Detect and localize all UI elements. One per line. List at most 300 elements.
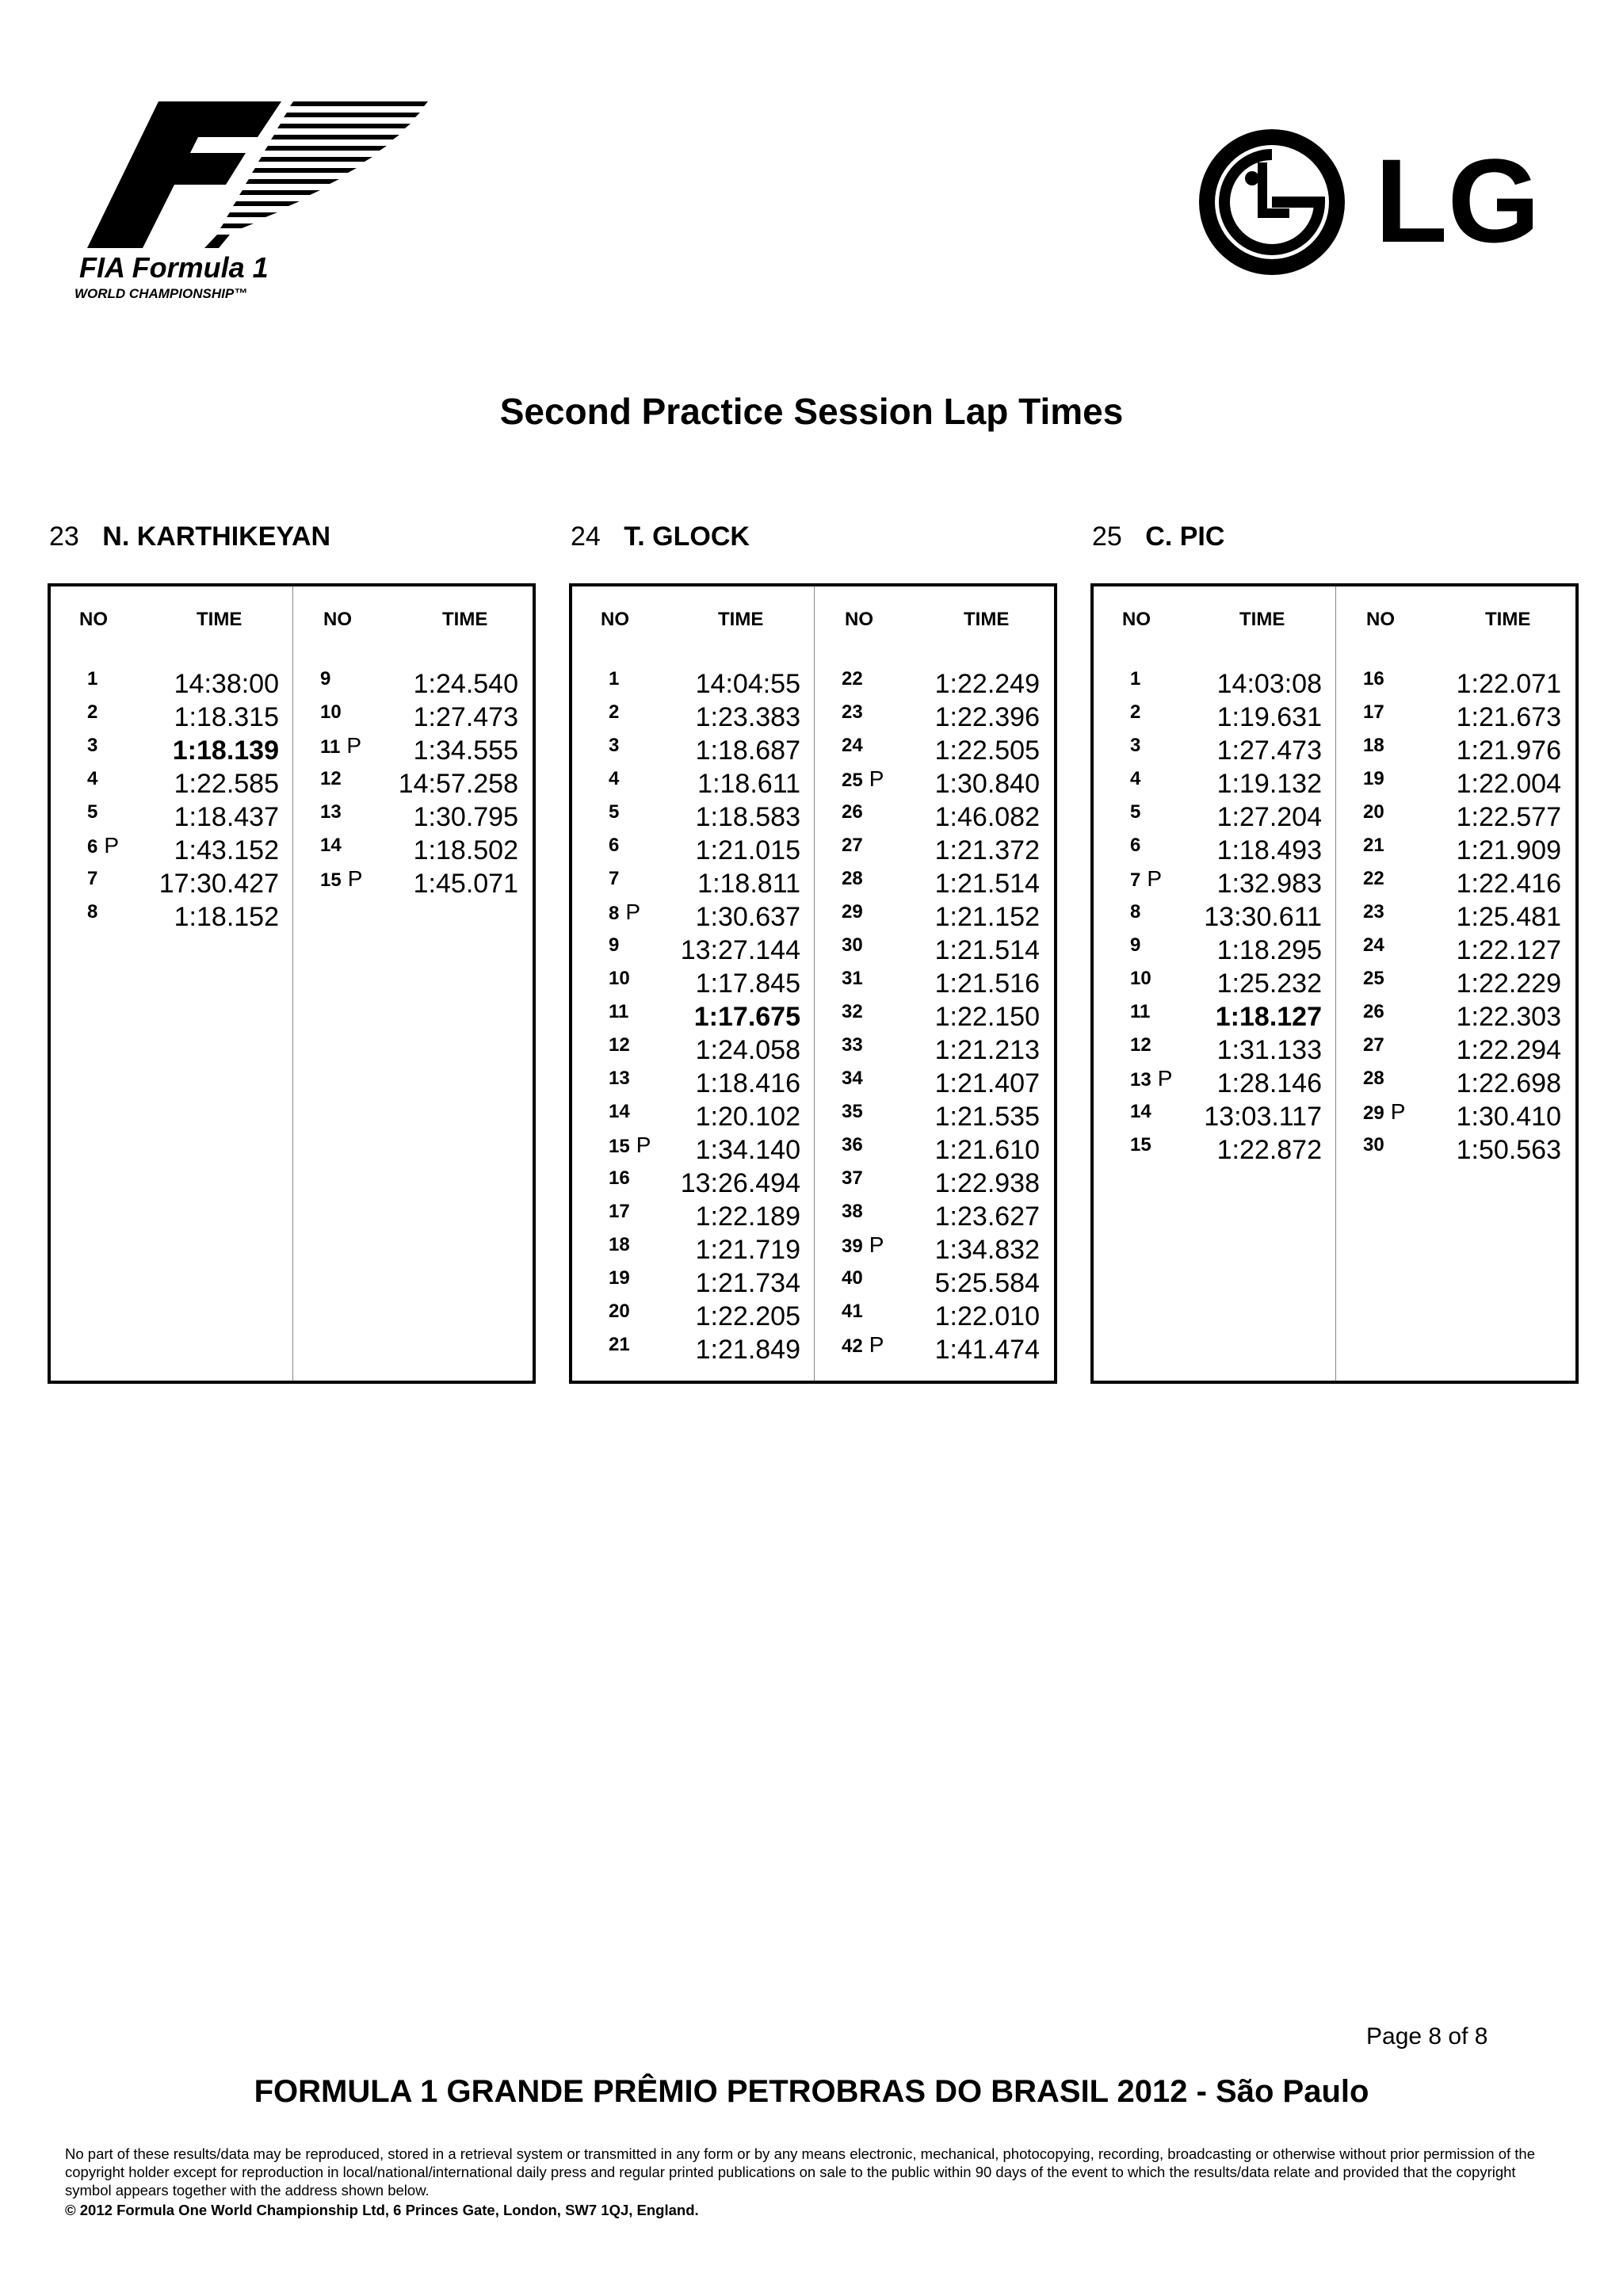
lap-number [842, 1033, 863, 1057]
lap-number-value: 24 [842, 735, 863, 756]
lap-time: 1:34.555 [413, 735, 518, 766]
lap-row [1363, 1067, 1561, 1100]
lap-row [1130, 800, 1322, 834]
lap-row [609, 1033, 800, 1067]
lap-time: 1:31.133 [1216, 1035, 1322, 1065]
lap-number-value: 29 [1363, 1102, 1384, 1124]
lap-row [609, 1000, 800, 1033]
lap-row [609, 1300, 800, 1333]
lap-time: 1:28.146 [1216, 1068, 1322, 1098]
lap-time: 1:18.416 [695, 1068, 800, 1098]
lap-number [1130, 967, 1151, 991]
lap-row [1363, 900, 1561, 934]
lap-time: 1:21.407 [934, 1068, 1040, 1098]
lap-row [609, 1200, 800, 1233]
col-header-time: TIME [197, 609, 242, 630]
lap-number [842, 767, 884, 793]
lap-time: 1:22.872 [1216, 1135, 1322, 1165]
lap-time: 1:22.938 [934, 1168, 1040, 1198]
lap-number [609, 1000, 628, 1024]
column-divider [814, 586, 815, 1381]
lap-number [842, 1300, 863, 1324]
lap-row [320, 767, 518, 800]
lap-number [1363, 1067, 1384, 1091]
pit-stop-marker: P [104, 833, 120, 858]
lap-number [87, 767, 97, 791]
lap-column-left [87, 667, 279, 934]
lap-time: 1:20.102 [695, 1102, 800, 1132]
lap-number-value: 26 [842, 801, 863, 823]
lap-number [842, 1233, 884, 1259]
lap-row [609, 834, 800, 867]
lap-row [1363, 967, 1561, 1000]
col-header-time: TIME [1239, 609, 1285, 630]
lap-time: 1:24.058 [695, 1035, 800, 1065]
lap-time: 1:21.535 [934, 1102, 1040, 1132]
lap-row [1363, 867, 1561, 900]
lap-time: 1:21.976 [1456, 735, 1561, 766]
lap-number [1130, 701, 1140, 724]
lap-row [609, 1333, 800, 1366]
lap-row [609, 900, 800, 934]
pit-stop-marker: P [636, 1133, 651, 1157]
lap-row [1363, 701, 1561, 734]
lap-time: 1:30.637 [695, 902, 800, 932]
lap-time: 1:21.610 [934, 1135, 1040, 1165]
disclaimer-text: No part of these results/data may be reproduced, stored in a retrieval system or transmitted in any form or by any means electronic, mechanical, photocopying, recording, broadcasting or otherwise without prior permission of the copyright holder except for reproduction in local/national/international daily press and regular printed publications on sale to the public within 90 days of the event to which the results/data relate and provided that the copyright symbol appears together with the address shown below. [65, 2145, 1536, 2199]
column-divider [1335, 586, 1336, 1381]
lap-row [842, 900, 1040, 934]
lap-number-value: 37 [842, 1167, 863, 1189]
lap-row [1130, 1000, 1322, 1033]
driver-name: T. GLOCK [624, 521, 750, 552]
lap-time: 1:22.303 [1456, 1002, 1561, 1032]
lap-row [320, 867, 518, 900]
lap-number [1363, 1133, 1384, 1157]
lap-row [1363, 767, 1561, 800]
driver-header [1092, 521, 1224, 552]
driver-header [49, 521, 330, 552]
lap-number [1130, 667, 1140, 691]
lap-number-value: 4 [1130, 768, 1141, 789]
lap-number [320, 800, 342, 824]
lap-number-value: 11 [609, 1001, 629, 1022]
lap-number [609, 1133, 651, 1159]
lap-number [1363, 667, 1384, 691]
lap-number [1130, 734, 1140, 758]
lap-number [609, 701, 619, 724]
lap-time: 1:22.004 [1456, 769, 1561, 799]
lap-number [842, 667, 863, 691]
lap-number [842, 1333, 884, 1358]
lap-number [609, 800, 619, 824]
lap-number-value: 12 [609, 1034, 630, 1056]
lap-number-value: 8 [1130, 901, 1141, 923]
lap-time: 1:18.502 [413, 835, 518, 865]
lap-number [1130, 867, 1162, 892]
lap-number-value: 14 [609, 1101, 630, 1122]
lap-row [842, 767, 1040, 800]
lap-column-left [609, 667, 800, 1366]
lap-number [87, 867, 97, 891]
lap-time: 1:22.010 [934, 1301, 1040, 1331]
lg-logo [1189, 119, 1553, 285]
lap-time: 1:17.845 [695, 968, 800, 999]
lap-time: 1:25.481 [1456, 902, 1561, 932]
lap-number-value: 4 [87, 768, 98, 789]
lap-number [87, 701, 97, 724]
lap-time: 1:19.631 [1216, 702, 1322, 732]
lap-number [609, 767, 619, 791]
lap-row [1130, 900, 1322, 934]
lap-time: 1:22.229 [1456, 968, 1561, 999]
lap-row [1363, 800, 1561, 834]
lap-number [609, 734, 619, 758]
lap-number [1363, 701, 1384, 724]
lg-logo-icon [1189, 119, 1553, 285]
lap-time: 1:18.437 [174, 802, 279, 832]
lap-number-value: 38 [842, 1201, 863, 1222]
lap-time: 1:22.150 [934, 1002, 1040, 1032]
lap-row [609, 800, 800, 834]
col-header-time: TIME [1485, 609, 1531, 630]
lap-number [842, 1167, 863, 1190]
lap-number [1130, 834, 1140, 858]
lap-number [609, 1266, 630, 1290]
lap-row [842, 1100, 1040, 1133]
lap-number [1130, 1033, 1151, 1057]
lap-number-value: 10 [320, 701, 342, 723]
lap-row [842, 667, 1040, 701]
lap-number [842, 934, 863, 957]
lap-row [1130, 1100, 1322, 1133]
lap-row [320, 834, 518, 867]
lap-time: 1:22.189 [695, 1201, 800, 1232]
lap-time: 14:04:55 [695, 669, 800, 699]
lap-time: 13:30.611 [1204, 902, 1322, 932]
lap-row [842, 934, 1040, 967]
driver-number: 23 [49, 521, 79, 552]
lap-row [1363, 1100, 1561, 1133]
lap-time: 1:30.410 [1456, 1102, 1561, 1132]
lap-time: 1:43.152 [174, 835, 279, 865]
lap-row [842, 1033, 1040, 1067]
lap-number [842, 1266, 863, 1290]
lap-number [87, 734, 97, 758]
lap-number [1130, 1000, 1150, 1024]
lap-number-value: 15 [609, 1136, 630, 1157]
col-header-time: TIME [964, 609, 1010, 630]
lap-time: 1:21.152 [934, 902, 1040, 932]
lap-number-value: 26 [1363, 1001, 1384, 1022]
f1-logo [71, 94, 444, 308]
lap-row [1130, 667, 1322, 701]
lap-number [1363, 900, 1384, 924]
lap-number [609, 1233, 630, 1257]
driver-name: N. KARTHIKEYAN [102, 521, 331, 552]
lap-number [609, 1067, 630, 1091]
pit-stop-marker: P [625, 900, 641, 924]
lap-row [87, 800, 279, 834]
lap-time: 1:22.396 [934, 702, 1040, 732]
lap-number-value: 5 [609, 801, 620, 823]
lap-column-right [1363, 667, 1561, 1167]
lap-number [842, 834, 863, 858]
lap-number [1363, 800, 1384, 824]
lap-row [1363, 934, 1561, 967]
lap-number-value: 14 [1130, 1101, 1151, 1122]
lap-time: 1:30.840 [934, 769, 1040, 799]
lap-number-value: 6 [87, 836, 98, 858]
lap-number-value: 9 [609, 934, 620, 956]
lap-number [1363, 967, 1384, 991]
lap-number-value: 17 [609, 1201, 630, 1222]
lap-number-value: 16 [1363, 668, 1384, 690]
lap-number-value: 16 [609, 1167, 630, 1189]
lap-number-value: 10 [609, 968, 630, 989]
lap-time: 1:18.687 [695, 735, 800, 766]
pit-stop-marker: P [869, 1332, 884, 1357]
pit-stop-marker: P [1157, 1066, 1173, 1091]
lap-time: 1:18.315 [174, 702, 279, 732]
lap-time: 1:18.583 [695, 802, 800, 832]
lap-row [842, 701, 1040, 734]
lap-number-value: 7 [609, 868, 620, 889]
event-title: FORMULA 1 GRANDE PRÊMIO PETROBRAS DO BRASIL 2012 - São Paulo [254, 2074, 1369, 2109]
page-number: Page 8 of 8 [1366, 2023, 1488, 2050]
lap-row [320, 667, 518, 701]
lap-number-value: 30 [1363, 1134, 1384, 1156]
lap-number-value: 21 [1363, 835, 1384, 856]
lap-row [609, 1167, 800, 1200]
lap-number-value: 4 [609, 768, 620, 789]
lap-number [842, 900, 863, 924]
lap-row [842, 867, 1040, 900]
lap-number-value: 31 [842, 968, 863, 989]
lap-number-value: 39 [842, 1236, 863, 1257]
lap-number-value: 18 [609, 1234, 630, 1255]
lap-row [609, 867, 800, 900]
lap-row [1130, 1133, 1322, 1167]
lap-number-value: 3 [609, 735, 620, 756]
lap-number-value: 1 [1130, 668, 1141, 690]
lap-number-value: 11 [1130, 1001, 1151, 1022]
lap-number-value: 9 [320, 668, 331, 690]
lap-time: 1:22.577 [1456, 802, 1561, 832]
lap-time: 1:23.383 [695, 702, 800, 732]
lap-number-value: 19 [609, 1267, 630, 1289]
lap-row [609, 1067, 800, 1100]
lap-row [842, 1233, 1040, 1266]
lap-row [842, 1200, 1040, 1233]
lap-number [842, 1067, 863, 1091]
lap-column-right [842, 667, 1040, 1366]
lap-row [842, 800, 1040, 834]
best-lap-time: 1:18.139 [172, 735, 279, 766]
lap-number [1130, 800, 1140, 824]
lap-number [609, 900, 640, 926]
lap-number-value: 19 [1363, 768, 1384, 789]
lap-number [609, 867, 619, 891]
lap-number-value: 7 [1130, 869, 1141, 891]
lap-column-right [320, 667, 518, 900]
lap-number-value: 20 [1363, 801, 1384, 823]
lap-number [1130, 934, 1140, 957]
lap-time: 1:22.294 [1456, 1035, 1561, 1065]
lap-row [609, 1233, 800, 1266]
lap-time: 1:21.514 [934, 935, 1040, 965]
lap-row [1130, 1033, 1322, 1067]
col-header-no: NO [323, 609, 352, 630]
lap-number [1363, 1100, 1405, 1125]
lap-number-value: 6 [609, 835, 620, 856]
lap-times-panel [48, 583, 536, 1384]
lap-number [1363, 867, 1384, 891]
col-header-no: NO [601, 609, 629, 630]
lap-number-value: 1 [87, 668, 98, 690]
best-lap-time: 1:17.675 [693, 1002, 800, 1032]
lap-number [609, 1167, 630, 1190]
lap-number-value: 41 [842, 1301, 863, 1322]
lap-number [609, 1333, 630, 1357]
lap-row [1363, 1000, 1561, 1033]
lap-row [1363, 1033, 1561, 1067]
lap-number-value: 20 [609, 1301, 630, 1322]
svg-text:WORLD CHAMPIONSHIP™: WORLD CHAMPIONSHIP™ [74, 286, 248, 301]
col-header-no: NO [845, 609, 873, 630]
lap-number [320, 667, 330, 691]
lap-row [842, 1333, 1040, 1366]
lap-number-value: 5 [87, 801, 98, 823]
lap-time: 1:21.673 [1456, 702, 1561, 732]
lap-row [1363, 834, 1561, 867]
lap-time: 1:27.473 [413, 702, 518, 732]
lap-number-value: 30 [842, 934, 863, 956]
lap-number-value: 27 [1363, 1034, 1384, 1056]
lap-row [842, 834, 1040, 867]
lap-times-panel [569, 583, 1057, 1384]
lap-number-value: 29 [842, 901, 863, 923]
page-title: Second Practice Session Lap Times [499, 391, 1124, 432]
lap-time: 1:22.071 [1456, 669, 1561, 699]
lap-time: 1:18.152 [174, 902, 279, 932]
lap-number [609, 1033, 630, 1057]
pit-stop-marker: P [869, 766, 884, 791]
lap-row [842, 1133, 1040, 1167]
lap-number [1363, 1000, 1384, 1024]
lap-number [842, 1000, 863, 1024]
lap-time: 1:21.734 [695, 1268, 800, 1298]
lap-time: 1:21.719 [695, 1235, 800, 1265]
lap-number [609, 834, 619, 858]
lap-number [1363, 767, 1384, 791]
lap-number [1130, 767, 1140, 791]
lap-row [87, 834, 279, 867]
lap-time: 1:22.585 [174, 769, 279, 799]
lap-number-value: 36 [842, 1134, 863, 1156]
svg-text:LG: LG [1375, 134, 1541, 267]
lap-number [1363, 934, 1384, 957]
lap-time: 14:38:00 [174, 669, 279, 699]
lap-number-value: 34 [842, 1068, 863, 1089]
lap-time: 1:21.372 [934, 835, 1040, 865]
lap-time: 1:18.811 [697, 869, 800, 899]
lap-number-value: 35 [842, 1101, 863, 1122]
lap-time: 1:18.295 [1216, 935, 1322, 965]
lap-row [87, 900, 279, 934]
lap-time: 1:22.127 [1456, 935, 1561, 965]
lap-number-value: 18 [1363, 735, 1384, 756]
lap-row [842, 1067, 1040, 1100]
lap-number [1363, 1033, 1384, 1057]
lap-number-value: 12 [320, 768, 342, 789]
lap-number [320, 734, 361, 759]
lap-number-value: 15 [1130, 1134, 1151, 1156]
lap-number-value: 6 [1130, 835, 1141, 856]
lap-row [1363, 734, 1561, 767]
lap-time: 1:21.015 [695, 835, 800, 865]
lap-row [1130, 767, 1322, 800]
lap-time: 13:03.117 [1204, 1102, 1322, 1132]
lap-row [320, 734, 518, 767]
lap-row [609, 767, 800, 800]
lap-number-value: 21 [609, 1334, 630, 1355]
lap-row [609, 1266, 800, 1300]
lap-number-value: 5 [1130, 801, 1141, 823]
pit-stop-marker: P [347, 866, 363, 891]
lap-row [1130, 867, 1322, 900]
lap-time: 1:32.983 [1216, 869, 1322, 899]
driver-name: C. PIC [1145, 521, 1225, 552]
lap-number-value: 2 [1130, 701, 1141, 723]
lap-row [609, 967, 800, 1000]
lap-row [1130, 834, 1322, 867]
lap-number [842, 701, 863, 724]
lap-row [1130, 1067, 1322, 1100]
lap-row [1363, 1133, 1561, 1167]
lap-number-value: 32 [842, 1001, 863, 1022]
lap-time: 1:22.698 [1456, 1068, 1561, 1098]
lap-number [609, 667, 619, 691]
lap-number [320, 767, 342, 791]
lap-time: 1:41.474 [934, 1335, 1040, 1365]
lap-number-value: 2 [87, 701, 98, 723]
lap-time: 17:30.427 [158, 869, 279, 899]
best-lap-time: 1:18.127 [1215, 1002, 1322, 1032]
lap-number [609, 1300, 630, 1324]
lap-number-value: 15 [320, 869, 342, 891]
lap-number [1130, 1067, 1172, 1092]
lap-number [320, 867, 362, 892]
driver-number: 25 [1092, 521, 1122, 552]
lap-number [1130, 1133, 1151, 1157]
lap-time: 1:24.540 [413, 669, 518, 699]
lap-row [320, 800, 518, 834]
col-header-time: TIME [442, 609, 488, 630]
lap-time: 1:18.493 [1216, 835, 1322, 865]
lap-number-value: 12 [1130, 1034, 1151, 1056]
lap-row [609, 934, 800, 967]
lap-number-value: 22 [842, 668, 863, 690]
lap-row [609, 1133, 800, 1167]
lap-number-value: 13 [320, 801, 342, 823]
lap-time: 1:27.204 [1216, 802, 1322, 832]
lap-time: 1:19.132 [1216, 769, 1322, 799]
lap-row [842, 1000, 1040, 1033]
lap-time: 1:22.205 [695, 1301, 800, 1331]
lap-time: 1:22.505 [934, 735, 1040, 766]
lap-number [842, 867, 863, 891]
